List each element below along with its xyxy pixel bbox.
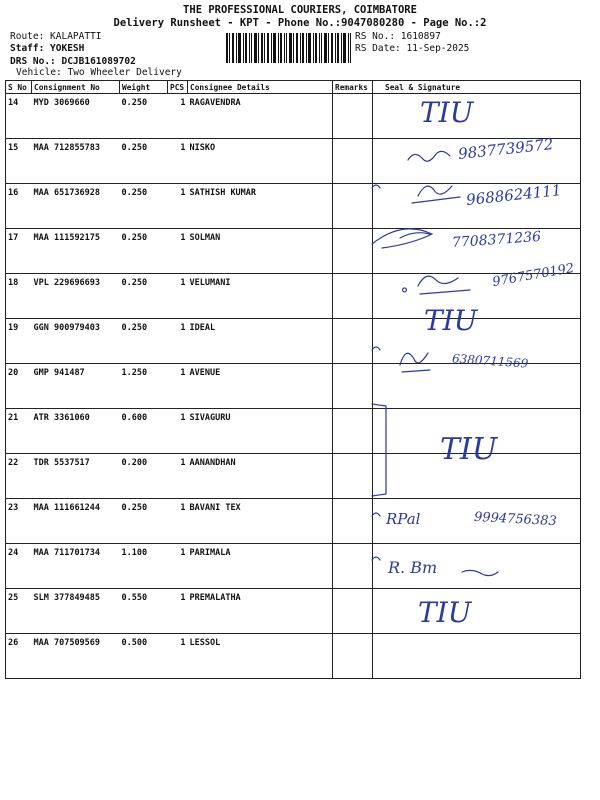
rs-date: RS Date: 11-Sep-2025 [355, 43, 470, 54]
row-pcs: 1 [168, 184, 188, 229]
row-weight: 0.200 [120, 454, 168, 499]
signature-15: 9837739572 [457, 135, 555, 163]
table-row [6, 364, 581, 409]
row-pcs: 1 [168, 274, 188, 319]
row-remarks [333, 94, 373, 139]
row-remarks [333, 454, 373, 499]
row-weight: 1.100 [120, 544, 168, 589]
signature-20: 6380711569 [451, 351, 529, 371]
row-consignment: MAA 711701734 [32, 544, 120, 589]
row-sno: 25 [6, 589, 32, 634]
col-weight: Weight [120, 81, 168, 94]
row-weight: 0.250 [120, 229, 168, 274]
row-consignment: MAA 651736928 [32, 184, 120, 229]
company-title: THE PROFESSIONAL COURIERS, COIMBATORE [183, 4, 417, 16]
barcode-image [226, 33, 351, 63]
row-weight: 1.250 [120, 364, 168, 409]
row-pcs: 1 [168, 544, 188, 589]
row-consignment: MYD 3069660 [32, 94, 120, 139]
row-consignee: SOLMAN [188, 229, 333, 274]
row-pcs: 1 [168, 499, 188, 544]
row-consignee: VELUMANI [188, 274, 333, 319]
row-sno: 24 [6, 544, 32, 589]
row-sno: 23 [6, 499, 32, 544]
signature-26: TIU [418, 596, 472, 629]
col-seal: Seal & Signature [373, 81, 581, 94]
row-sno: 19 [6, 319, 32, 364]
row-remarks [333, 364, 373, 409]
table-row [6, 94, 581, 139]
row-consignee: AVENUE [188, 364, 333, 409]
row-pcs: 1 [168, 589, 188, 634]
table-header-row [6, 81, 581, 94]
col-consignment: Consignment No [32, 81, 120, 94]
row-pcs: 1 [168, 319, 188, 364]
row-consignment: MAA 707509569 [32, 634, 120, 679]
table-row [6, 589, 581, 634]
table-row [6, 544, 581, 589]
signature-19: TIU [424, 304, 478, 337]
row-sno: 20 [6, 364, 32, 409]
signature-14: TIU [420, 96, 474, 129]
rs-number: RS No.: 1610897 [355, 31, 441, 42]
row-sno: 21 [6, 409, 32, 454]
row-remarks [333, 409, 373, 454]
signature-17: 7708371236 [451, 228, 542, 252]
row-pcs: 1 [168, 634, 188, 679]
row-weight: 0.550 [120, 589, 168, 634]
runsheet-table [5, 80, 581, 679]
row-pcs: 1 [168, 409, 188, 454]
signature-25: R. Bm [388, 558, 438, 577]
row-consignment: SLM 377849485 [32, 589, 120, 634]
row-consignee: NISKO [188, 139, 333, 184]
row-pcs: 1 [168, 94, 188, 139]
row-remarks [333, 184, 373, 229]
row-consignment: TDR 5537517 [32, 454, 120, 499]
signature-24-name: RPal [386, 510, 421, 528]
row-pcs: 1 [168, 229, 188, 274]
row-weight: 0.500 [120, 634, 168, 679]
row-weight: 0.250 [120, 274, 168, 319]
row-remarks [333, 139, 373, 184]
row-consignee: LESSOL [188, 634, 333, 679]
row-consignee: RAGAVENDRA [188, 94, 333, 139]
row-remarks [333, 544, 373, 589]
row-consignee: IDEAL [188, 319, 333, 364]
col-pcs: PCS [168, 81, 188, 94]
row-sno: 18 [6, 274, 32, 319]
row-consignment: GGN 900979403 [32, 319, 120, 364]
row-consignee: SATHISH KUMAR [188, 184, 333, 229]
signature-18: 9767570192 [491, 260, 576, 291]
staff-label: Staff: YOKESH [10, 43, 85, 54]
row-remarks [333, 319, 373, 364]
row-remarks [333, 499, 373, 544]
col-sno: S No [6, 81, 32, 94]
row-weight: 0.250 [120, 499, 168, 544]
signature-22: TIU [440, 432, 498, 467]
row-sno: 16 [6, 184, 32, 229]
row-consignee: BAVANI TEX [188, 499, 333, 544]
row-pcs: 1 [168, 454, 188, 499]
row-consignment: MAA 712855783 [32, 139, 120, 184]
col-remarks: Remarks [333, 81, 373, 94]
row-seal [373, 364, 581, 409]
col-consignee: Consignee Details [188, 81, 333, 94]
signature-16: 9688624111 [465, 181, 563, 209]
row-sno: 15 [6, 139, 32, 184]
row-remarks [333, 634, 373, 679]
runsheet-subtitle: Delivery Runsheet - KPT - Phone No.:9047080280 - Page No.:2 [113, 17, 487, 29]
row-consignment: GMP 941487 [32, 364, 120, 409]
row-consignment: MAA 111661244 [32, 499, 120, 544]
row-pcs: 1 [168, 139, 188, 184]
table-row [6, 634, 581, 679]
row-pcs: 1 [168, 364, 188, 409]
row-remarks [333, 274, 373, 319]
row-seal [373, 634, 581, 679]
row-weight: 0.600 [120, 409, 168, 454]
row-sno: 26 [6, 634, 32, 679]
row-consignee: AANANDHAN [188, 454, 333, 499]
row-remarks [333, 229, 373, 274]
row-consignment: MAA 111592175 [32, 229, 120, 274]
route-label: Route: KALAPATTI [10, 31, 102, 42]
row-consignment: VPL 229696693 [32, 274, 120, 319]
row-sno: 14 [6, 94, 32, 139]
row-seal [373, 589, 581, 634]
drs-number: DRS No.: DCJB161089702 [10, 56, 136, 67]
row-weight: 0.250 [120, 184, 168, 229]
vehicle-label: Vehicle: Two Wheeler Delivery [16, 67, 182, 78]
row-weight: 0.250 [120, 139, 168, 184]
row-consignee: PREMALATHA [188, 589, 333, 634]
row-consignee: PARIMALA [188, 544, 333, 589]
row-weight: 0.250 [120, 319, 168, 364]
row-sno: 17 [6, 229, 32, 274]
row-sno: 22 [6, 454, 32, 499]
row-remarks [333, 589, 373, 634]
row-seal [373, 94, 581, 139]
signature-24-phone: 9994756383 [473, 509, 558, 530]
row-consignment: ATR 3361060 [32, 409, 120, 454]
row-weight: 0.250 [120, 94, 168, 139]
row-consignee: SIVAGURU [188, 409, 333, 454]
